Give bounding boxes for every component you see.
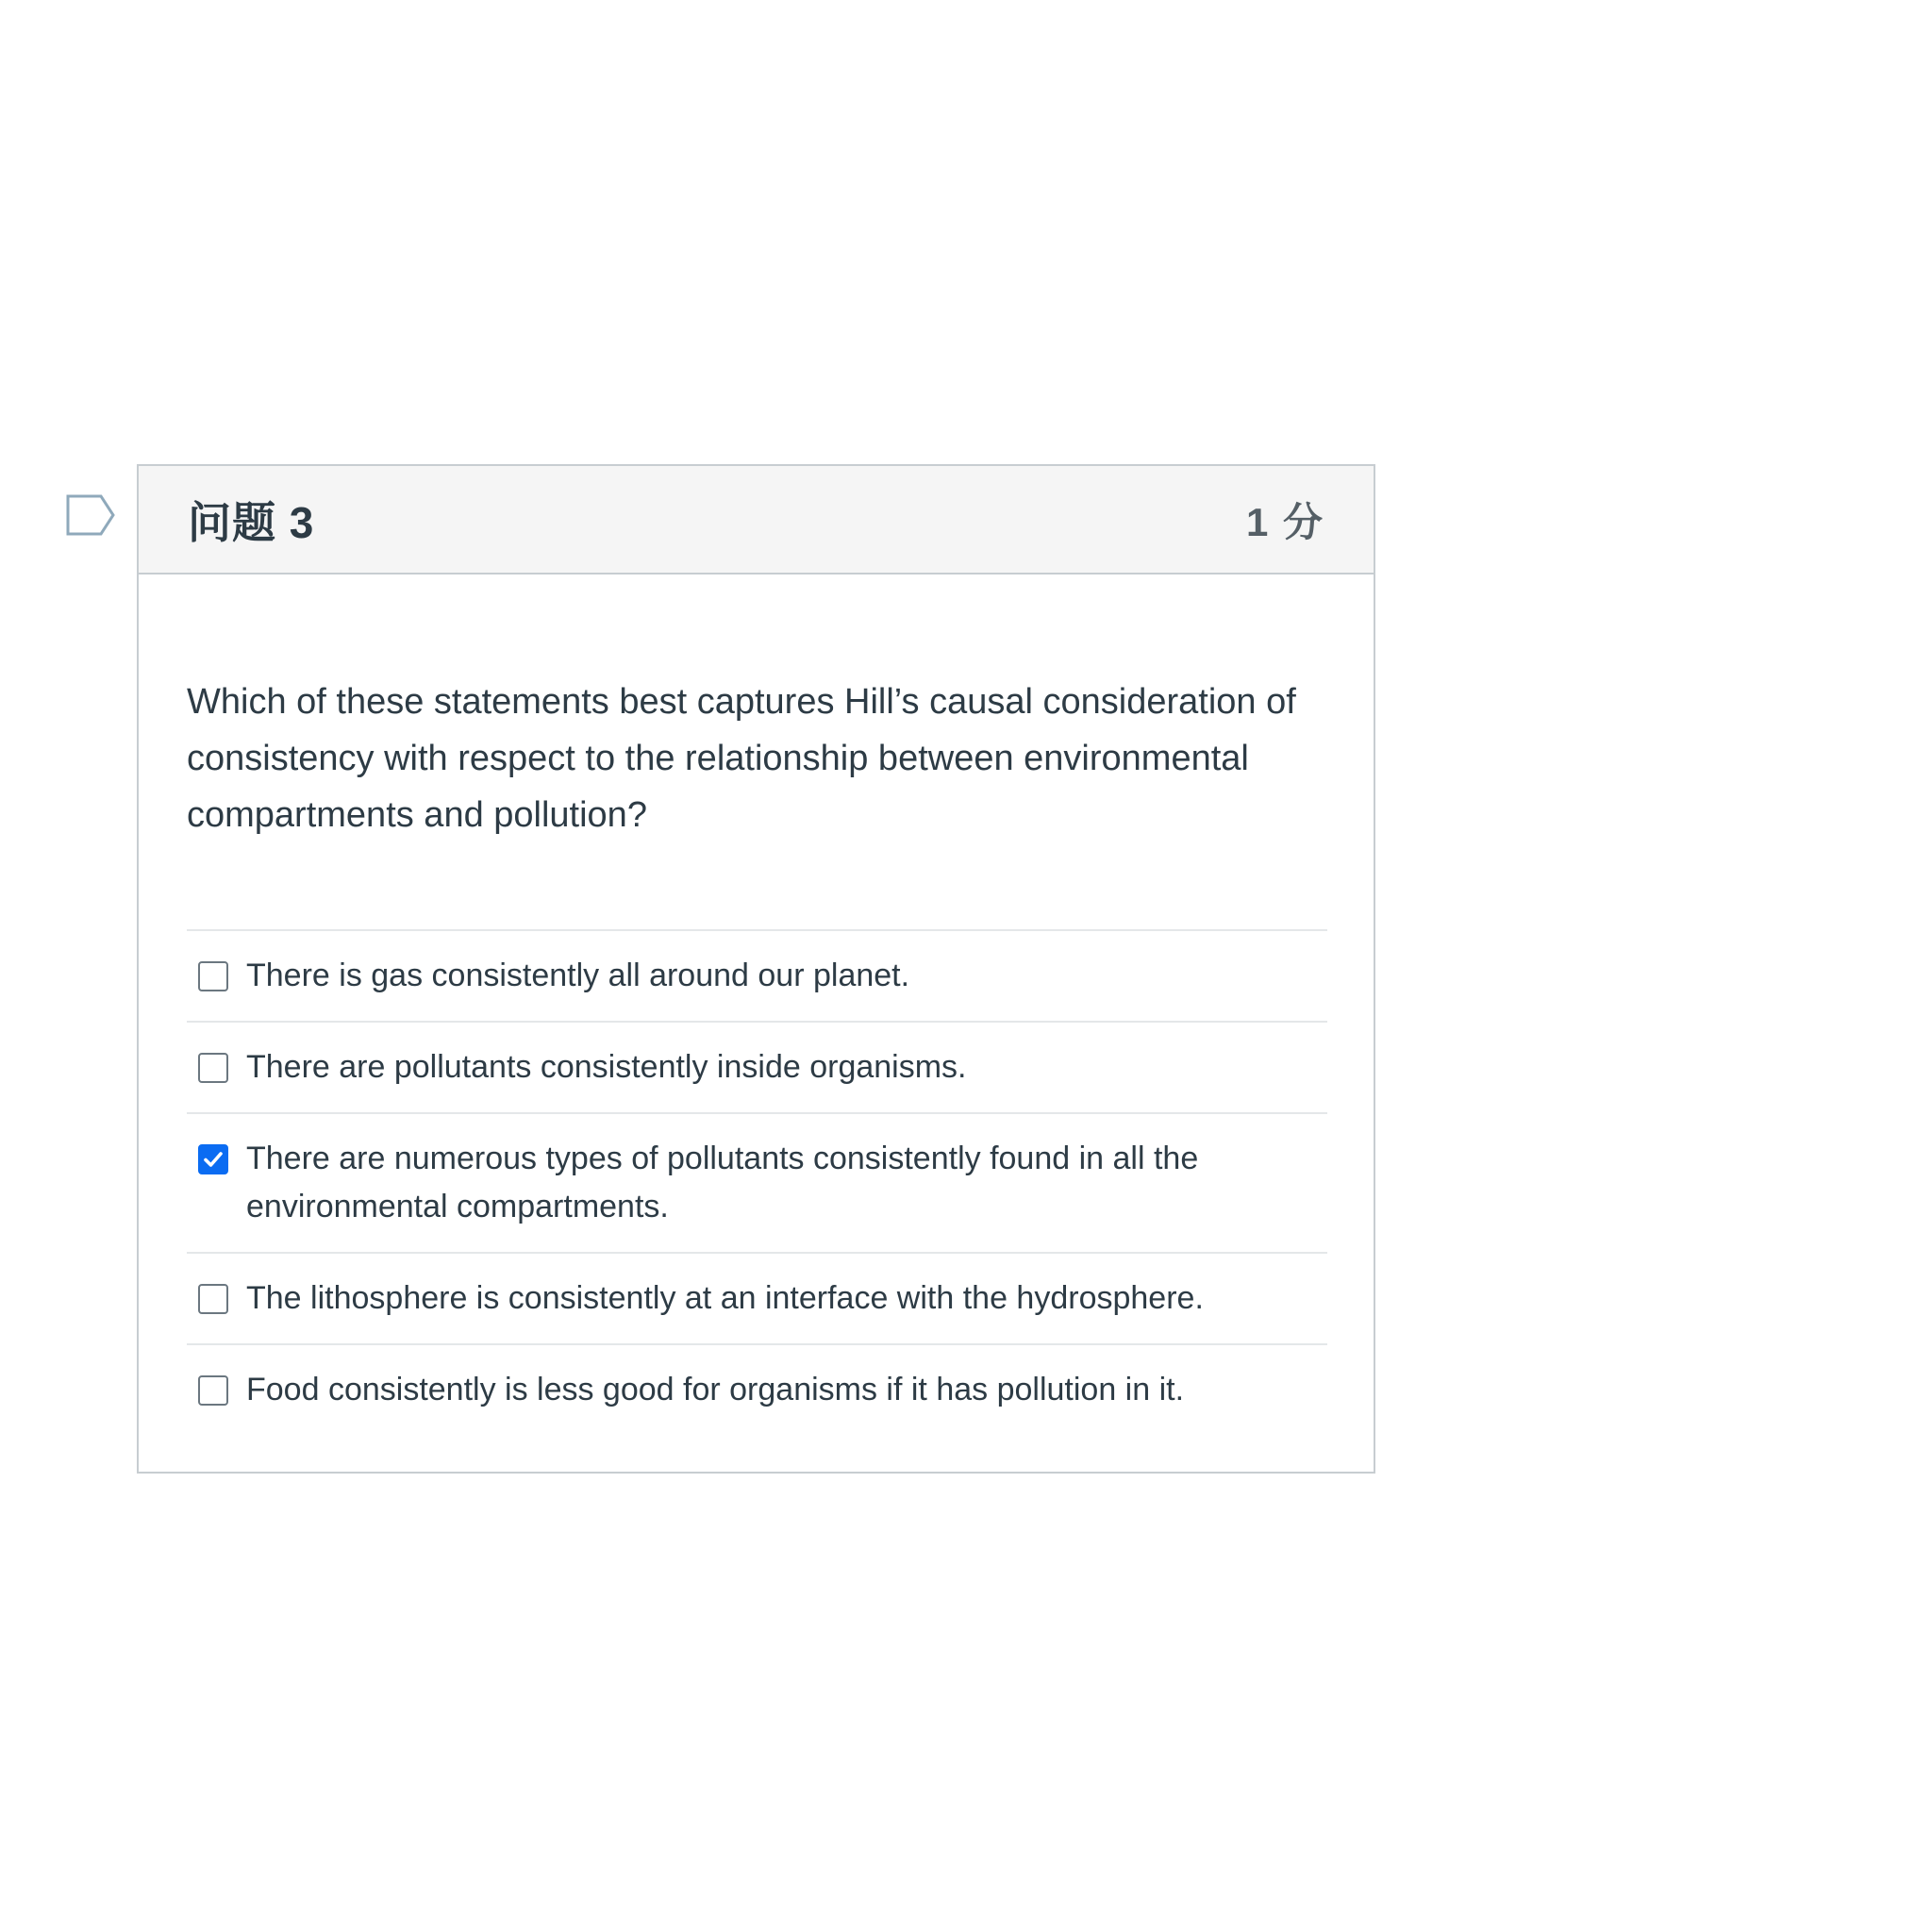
question-title: 问题 3 [188, 497, 315, 547]
answer-list [187, 929, 1327, 1435]
question-points: 1 分 [1245, 499, 1324, 544]
answer-option-2[interactable] [187, 1023, 1327, 1114]
answer-label[interactable]: There are numerous types of pollutants consistently found in all the environmental compartments. [246, 1141, 1199, 1224]
answer-checkbox[interactable] [198, 1375, 228, 1406]
answer-label[interactable]: There are pollutants consistently inside organisms. [246, 1049, 967, 1085]
answer-option-1[interactable] [187, 931, 1327, 1023]
question-header [139, 466, 1374, 575]
answer-checkbox[interactable] [198, 961, 228, 991]
answer-option-4[interactable] [187, 1254, 1327, 1345]
answer-checkbox[interactable] [198, 1144, 228, 1174]
answer-label[interactable]: The lithosphere is consistently at an interface with the hydrosphere. [246, 1280, 1204, 1316]
answer-option-5[interactable] [187, 1345, 1327, 1435]
answer-checkbox[interactable] [198, 1053, 228, 1083]
flag-question-icon[interactable] [65, 493, 116, 537]
answer-label[interactable]: There is gas consistently all around our planet. [246, 958, 910, 993]
check-icon [202, 1148, 225, 1171]
answer-option-3[interactable] [187, 1114, 1327, 1254]
answer-label[interactable]: Food consistently is less good for organisms if it has pollution in it. [246, 1372, 1185, 1407]
question-text: Which of these statements best captures Hill’s causal consideration of consistency with respect to the relationship between environmental compartments and pollution? [187, 682, 1296, 835]
question-card [137, 464, 1375, 1474]
answer-checkbox[interactable] [198, 1284, 228, 1314]
